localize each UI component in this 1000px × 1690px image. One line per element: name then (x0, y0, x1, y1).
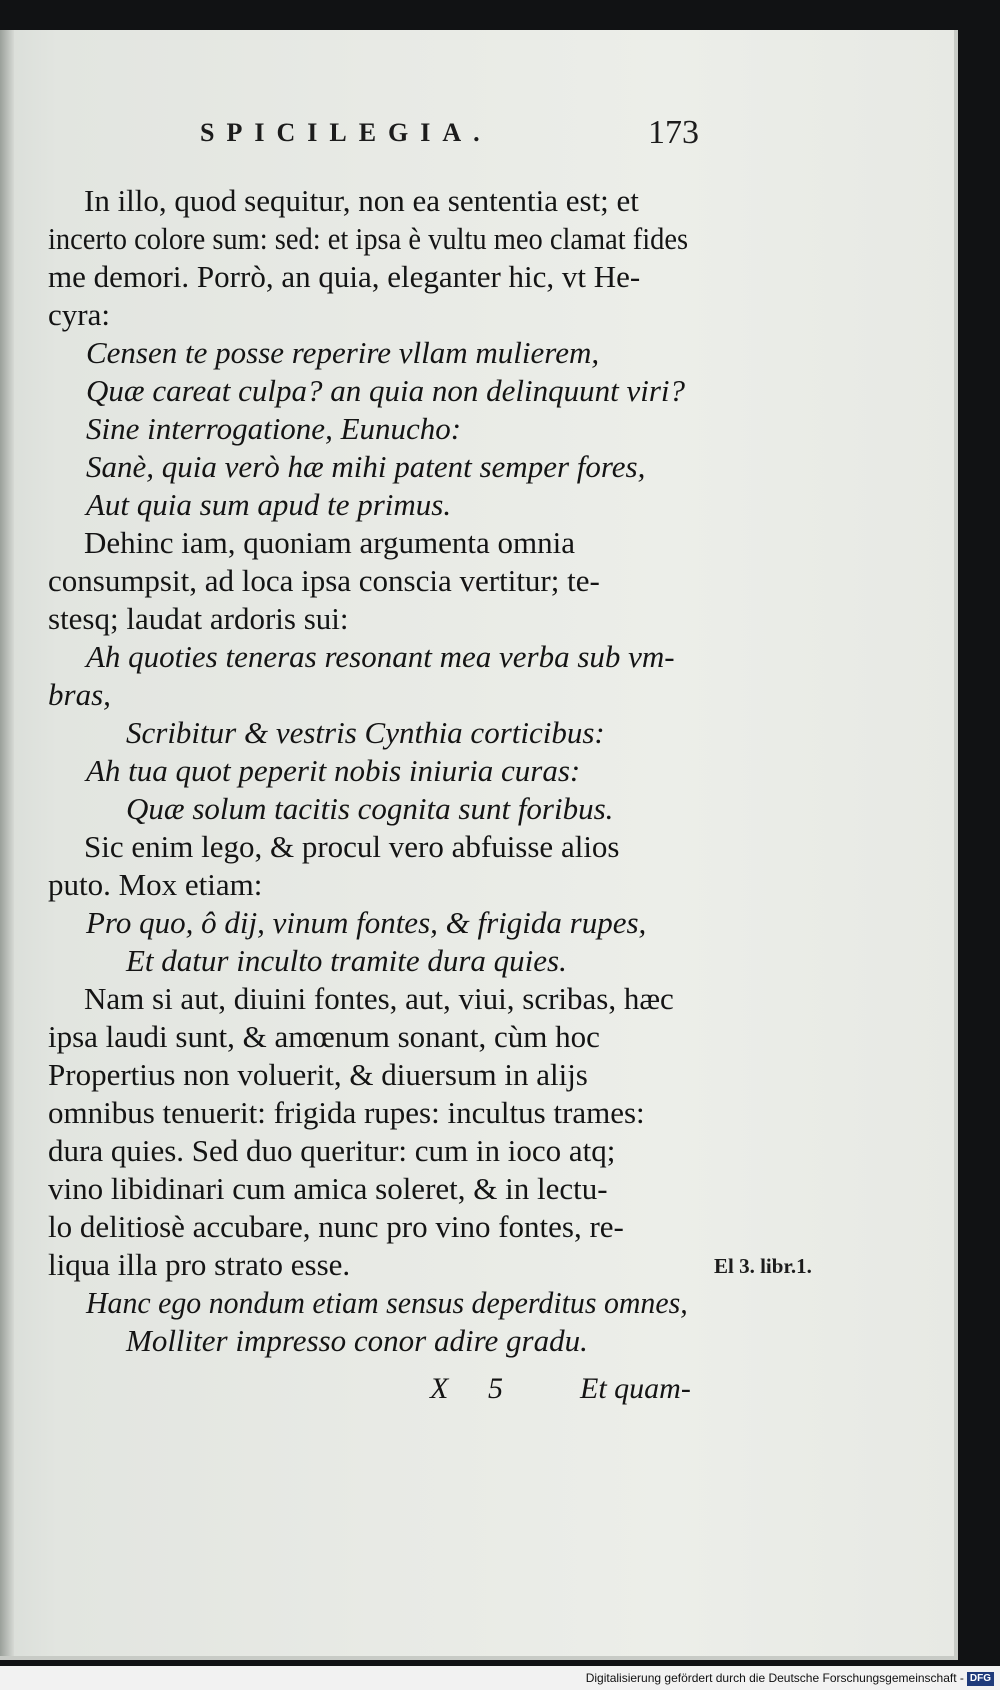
text-line-content: cyra: (48, 297, 110, 332)
running-head: SPICILEGIA. (200, 118, 492, 147)
text-line-content: stesq; laudat ardoris sui: (48, 601, 349, 636)
text-line (48, 714, 688, 752)
text-line-content: Hanc ego nondum etiam sensus deperditus omnes, (86, 1285, 688, 1320)
text-line (48, 372, 688, 410)
marginal-note: El 3. libr.1. (714, 1254, 812, 1278)
text-line (48, 448, 688, 486)
signature-mark: X (430, 1372, 449, 1405)
text-line-content: omnibus tenuerit: frigida rupes: incultus trames: (48, 1095, 645, 1130)
text-line (48, 486, 688, 524)
text-line (48, 1170, 688, 1208)
text-line-content: Propertius non voluerit, & diuersum in alijs (48, 1057, 588, 1092)
text-line-content: ipsa laudi sunt, & amœnum sonant, cùm hoc (48, 1019, 600, 1054)
text-line (48, 676, 688, 714)
text-line-content: Quæ solum tacitis cognita sunt foribus. (126, 791, 614, 826)
text-line (48, 220, 688, 258)
text-line-content: Censen te posse reperire vllam mulierem, (86, 335, 600, 370)
text-line-content: Ah quoties teneras resonant mea verba sub vm- (86, 639, 675, 674)
text-line (48, 828, 688, 866)
text-line-content: incerto colore sum: sed: et ipsa è vultu meo clamat fides (48, 221, 689, 256)
text-line-content: Aut quia sum apud te primus. (86, 487, 452, 522)
text-line-content: me demori. Porrò, an quia, eleganter hic, vt He- (48, 259, 641, 294)
dfg-logo: DFG (967, 1672, 994, 1686)
text-line (48, 1284, 688, 1322)
signature-number: 5 (488, 1372, 503, 1405)
text-line (48, 1322, 688, 1360)
text-line-content: puto. Mox etiam: (48, 867, 263, 902)
text-line (48, 334, 688, 372)
text-line-content: Scribitur & vestris Cynthia corticibus: (126, 715, 605, 750)
text-line-content: liqua illa pro strato esse. (48, 1247, 351, 1282)
text-line (48, 980, 688, 1018)
page-number: 173 (648, 114, 699, 151)
text-line (48, 600, 688, 638)
text-line (48, 1094, 688, 1132)
catchword: Et quam- (580, 1372, 691, 1405)
text-line (48, 942, 688, 980)
text-line (48, 752, 688, 790)
book-page (0, 30, 958, 1660)
credit-text: Digitalisierung gefördert durch die Deutsche Forschungsgemeinschaft - (585, 1671, 964, 1685)
text-line-content: Sine interrogatione, Eunucho: (86, 411, 462, 446)
text-line (48, 410, 688, 448)
text-line (48, 1132, 688, 1170)
text-line-content: Dehinc iam, quoniam argumenta omnia (84, 525, 575, 560)
text-line-content: vino libidinari cum amica soleret, & in lectu- (48, 1171, 608, 1206)
text-line (48, 258, 688, 296)
text-line (48, 1018, 688, 1056)
text-line-content: lo delitiosè accubare, nunc pro vino fontes, re- (48, 1209, 624, 1244)
text-line (48, 296, 688, 334)
text-line-content: Ah tua quot peperit nobis iniuria curas: (86, 753, 581, 788)
text-line-content: consumpsit, ad loca ipsa conscia vertitur; te- (48, 563, 600, 598)
text-line-content: dura quies. Sed duo queritur: cum in ioco atq; (48, 1133, 616, 1168)
text-line-content: Nam si aut, diuini fontes, aut, viui, scribas, hæc (84, 981, 674, 1016)
text-line-content: Pro quo, ô dij, vinum fontes, & frigida rupes, (86, 905, 647, 940)
text-line (48, 524, 688, 562)
text-line (48, 638, 688, 676)
text-line (48, 1208, 688, 1246)
text-line (48, 904, 688, 942)
text-line (48, 1056, 688, 1094)
text-line-content: Sic enim lego, & procul vero abfuisse alios (84, 829, 620, 864)
text-line-content: bras, (48, 677, 111, 712)
text-line (48, 182, 688, 220)
text-line (48, 790, 688, 828)
text-line-content: Et datur inculto tramite dura quies. (126, 943, 567, 978)
text-line (48, 562, 688, 600)
text-line-content: In illo, quod sequitur, non ea sententia est; et (84, 183, 639, 218)
text-line (48, 866, 688, 904)
text-line (48, 1246, 688, 1284)
body-text (48, 182, 688, 1360)
digitization-credit (0, 1666, 1000, 1690)
text-line-content: Sanè, quia verò hæ mihi patent semper fores, (86, 449, 646, 484)
text-line-content: Molliter impresso conor adire gradu. (126, 1323, 588, 1358)
text-line-content: Quæ careat culpa? an quia non delinquunt viri? (86, 373, 685, 408)
